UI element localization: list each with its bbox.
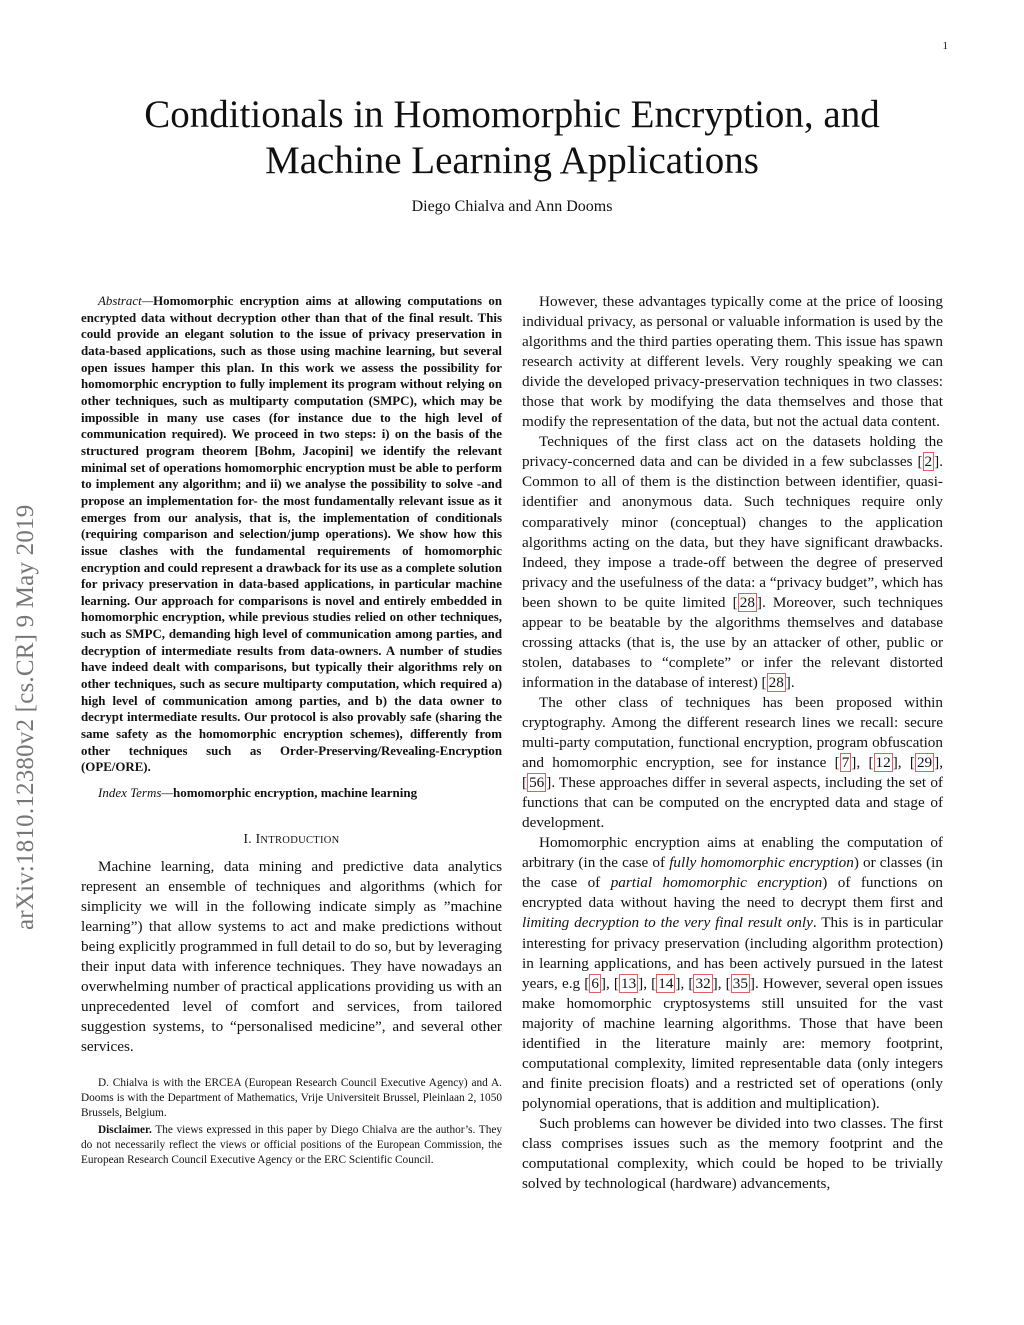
affiliation-footnote: D. Chialva is with the ERCEA (European Research Council Executive Agency) and A. Dooms is with the Department of Mathematics, Vrije Universiteit Brussel, Pleinlaan 2, 1050 Brussels, Belgium.: [81, 1076, 502, 1119]
abstract: [81, 293, 502, 776]
index-terms-label: Index Terms—: [98, 785, 173, 801]
section-heading-introduction: I. INTRODUCTION: [243, 831, 340, 847]
paragraph-privacy-cost: However, these advantages typically come at the price of loosing individual privacy, as personal or valuable information is used by the algorithms and the third parties operating them. This issue has spawn research activity at different levels. Very roughly speaking we can divide the developed privacy-preservation techniques in two classes: those that work by modifying the data themselves and those that modify the representation of the data, but not the actual data content.: [522, 293, 943, 431]
arxiv-identifier-stamp: arXiv:1810.12380v2 [cs.CR] 9 May 2019: [12, 504, 39, 930]
citation-link[interactable]: 6: [591, 974, 599, 992]
disclaimer-footnote: Disclaimer. The views expressed in this paper by Diego Chialva are the author’s. They do not necessarily reflect the views or official positions of the European Commission, the European Research Council Executive Agency or the ERC Scientific Council.: [81, 1123, 503, 1166]
intro-paragraph: Machine learning, data mining and predictive data analytics represent an ensemble of techniques and algorithms (which for simplicity we will in the following indicate simply as ”machine learning”) that allow systems to act and make predictions without being explicitly programmed in full detail to do so, but by leveraging their input data with inference techniques. They have nowadays an overwhelming number of practical applications providing us with an unprecedented level of comfort and services, from tailored suggestion systems, to “personalised medicine”, and several other services.: [81, 858, 502, 1056]
left-column: [81, 293, 502, 1170]
citation-link[interactable]: 28: [739, 593, 755, 611]
paper-authors: Diego Chialva and Ann Dooms: [411, 198, 613, 215]
disclaimer-label: Disclaimer.: [98, 1123, 152, 1136]
citation-link[interactable]: 56: [529, 774, 545, 792]
citation-link[interactable]: 14: [658, 974, 674, 992]
citation-link[interactable]: 2: [924, 453, 933, 471]
footnotes: [81, 1076, 502, 1168]
citation-link[interactable]: 32: [695, 974, 711, 992]
right-column: [522, 292, 943, 1194]
index-terms: [81, 784, 502, 801]
citation-link[interactable]: 29: [916, 754, 933, 772]
citation-link[interactable]: 7: [841, 754, 850, 772]
citation-link[interactable]: 13: [620, 974, 637, 992]
citation-link[interactable]: 12: [875, 754, 891, 772]
paragraph-cryptography-techniques: The other class of techniques has been proposed within cryptography. Among the different research lines we recall: secure multi-party computation, functional encryption, program obfuscation and homomorphic encryption, see for instance [ 7 ], [ 12 ], [ 29 ], [ 56 ]. These approaches differ in several aspects, including the set of functions that can be computed on the encrypted data and stage of development.: [522, 693, 943, 832]
abstract-label: Abstract—: [98, 294, 154, 308]
abstract-text: Homomorphic encryption aims at allowing computations on encrypted data without decryption other than that of the final result. This could provide an elegant solution to the issue of privacy preservation in data-based applications, such as those using machine learning, but several open issues hamper this plan. In this work we assess the possibility for homomorphic encryption to fully implement its program without relying on other techniques, such as multiparty computation (SMPC), which may be impossible in many use cases (for instance due to the high level of communication required). We proceed in two steps: i) on the basis of the structured program theorem [Bohm, Jacopini] we identify the relevant minimal set of operations homomorphic encryption must be able to perform to implement any algorithm; and ii) we analyse the possibility to solve -and propose an implementation for- the most fundamentally relevant issue as it emerges from our analysis, that is, the implementation of conditionals (requiring comparison and selection/jump operations). We show how this issue clashes with the fundamental requirements of homomorphic encryption and could represent a drawback for its use as a complete solution for privacy preservation in data-based applications, in particular machine learning. Our approach for comparisons is novel and entirely embedded in homomorphic encryption, while previous studies relied on other techniques, such as SMPC, demanding high level of communication among parties, and decryption of intermediate results from data-owners. A number of studies have indeed dealt with comparisons, but typically their algorithms rely on other techniques, such as secure multiparty computation, which required a) high level of communication among parties, and b) the data owner to decrypt intermediate results. Our protocol is also provably safe (sharing the same safety as the homomorphic encryption schemes), differently from other techniques such as Order-Preserving/Revealing-Encryption (OPE/ORE).: [81, 294, 502, 775]
paragraph-homomorphic-encryption: Homomorphic encryption aims at enabling the computation of arbitrary (in the case of fully homomorphic encryption) or classes (in the case of partial homomorphic encryption) of functions on encrypted data without having the need to decrypt them first and limiting decryption to the very final result only. This is in particular interesting for privacy preservation (including algorithm protection) in learning applications, and has been actively pursued in the latest years, e.g [ 6 ], [ 13 ], [ 14 ], [ 32 ], [ 35 ]. However, several open issues make homomorphic cryptosystems still unsuited for the vast majority of machine learning algorithms. Those that have been identified in the literature mainly are: memory footprint, computational complexity, limited representable data (only integers and finite precision floats) and a restricted set of operations (only polynomial operations, that is addition and multiplication).: [522, 834, 944, 1112]
page-number: 1: [942, 40, 948, 52]
paragraph-problem-classes: Such problems can however be divided into two classes. The first class comprises issues such as the memory footprint and the computational complexity, which could be hoped to be trivially solved by technological (hardware) advancements,: [522, 1114, 943, 1193]
paper-title: Conditionals in Homomorphic Encryption, and Machine Learning Applications: [144, 93, 880, 182]
citation-link[interactable]: 35: [732, 974, 748, 992]
paragraph-first-class-techniques: Techniques of the first class act on the datasets holding the privacy-concerned data and can be divided in a few subclasses [ 2 ]. Common to all of them is the distinction between identifier, quasi-identifier and anonymous data. Such techniques require only comparatively minor (conceptual) changes to the application algorithms acting on the data, but they have significant drawbacks. Indeed, they impose a trade-off between the degree of preserved privacy and the usefulness of the data: a “privacy budget”, which has been shown to be quite limited [ 28 ]. Moreover, such techniques appear to be beatable by the algorithms themselves and database crossing attacks (that is, the use by an attacker of other, public or stolen, databases to “complete” or infer the relevant distorted information in the database of interest) [ 28 ].: [522, 433, 944, 691]
index-terms-text: homomorphic encryption, machine learning: [173, 785, 418, 801]
citation-link[interactable]: 28: [768, 673, 784, 691]
